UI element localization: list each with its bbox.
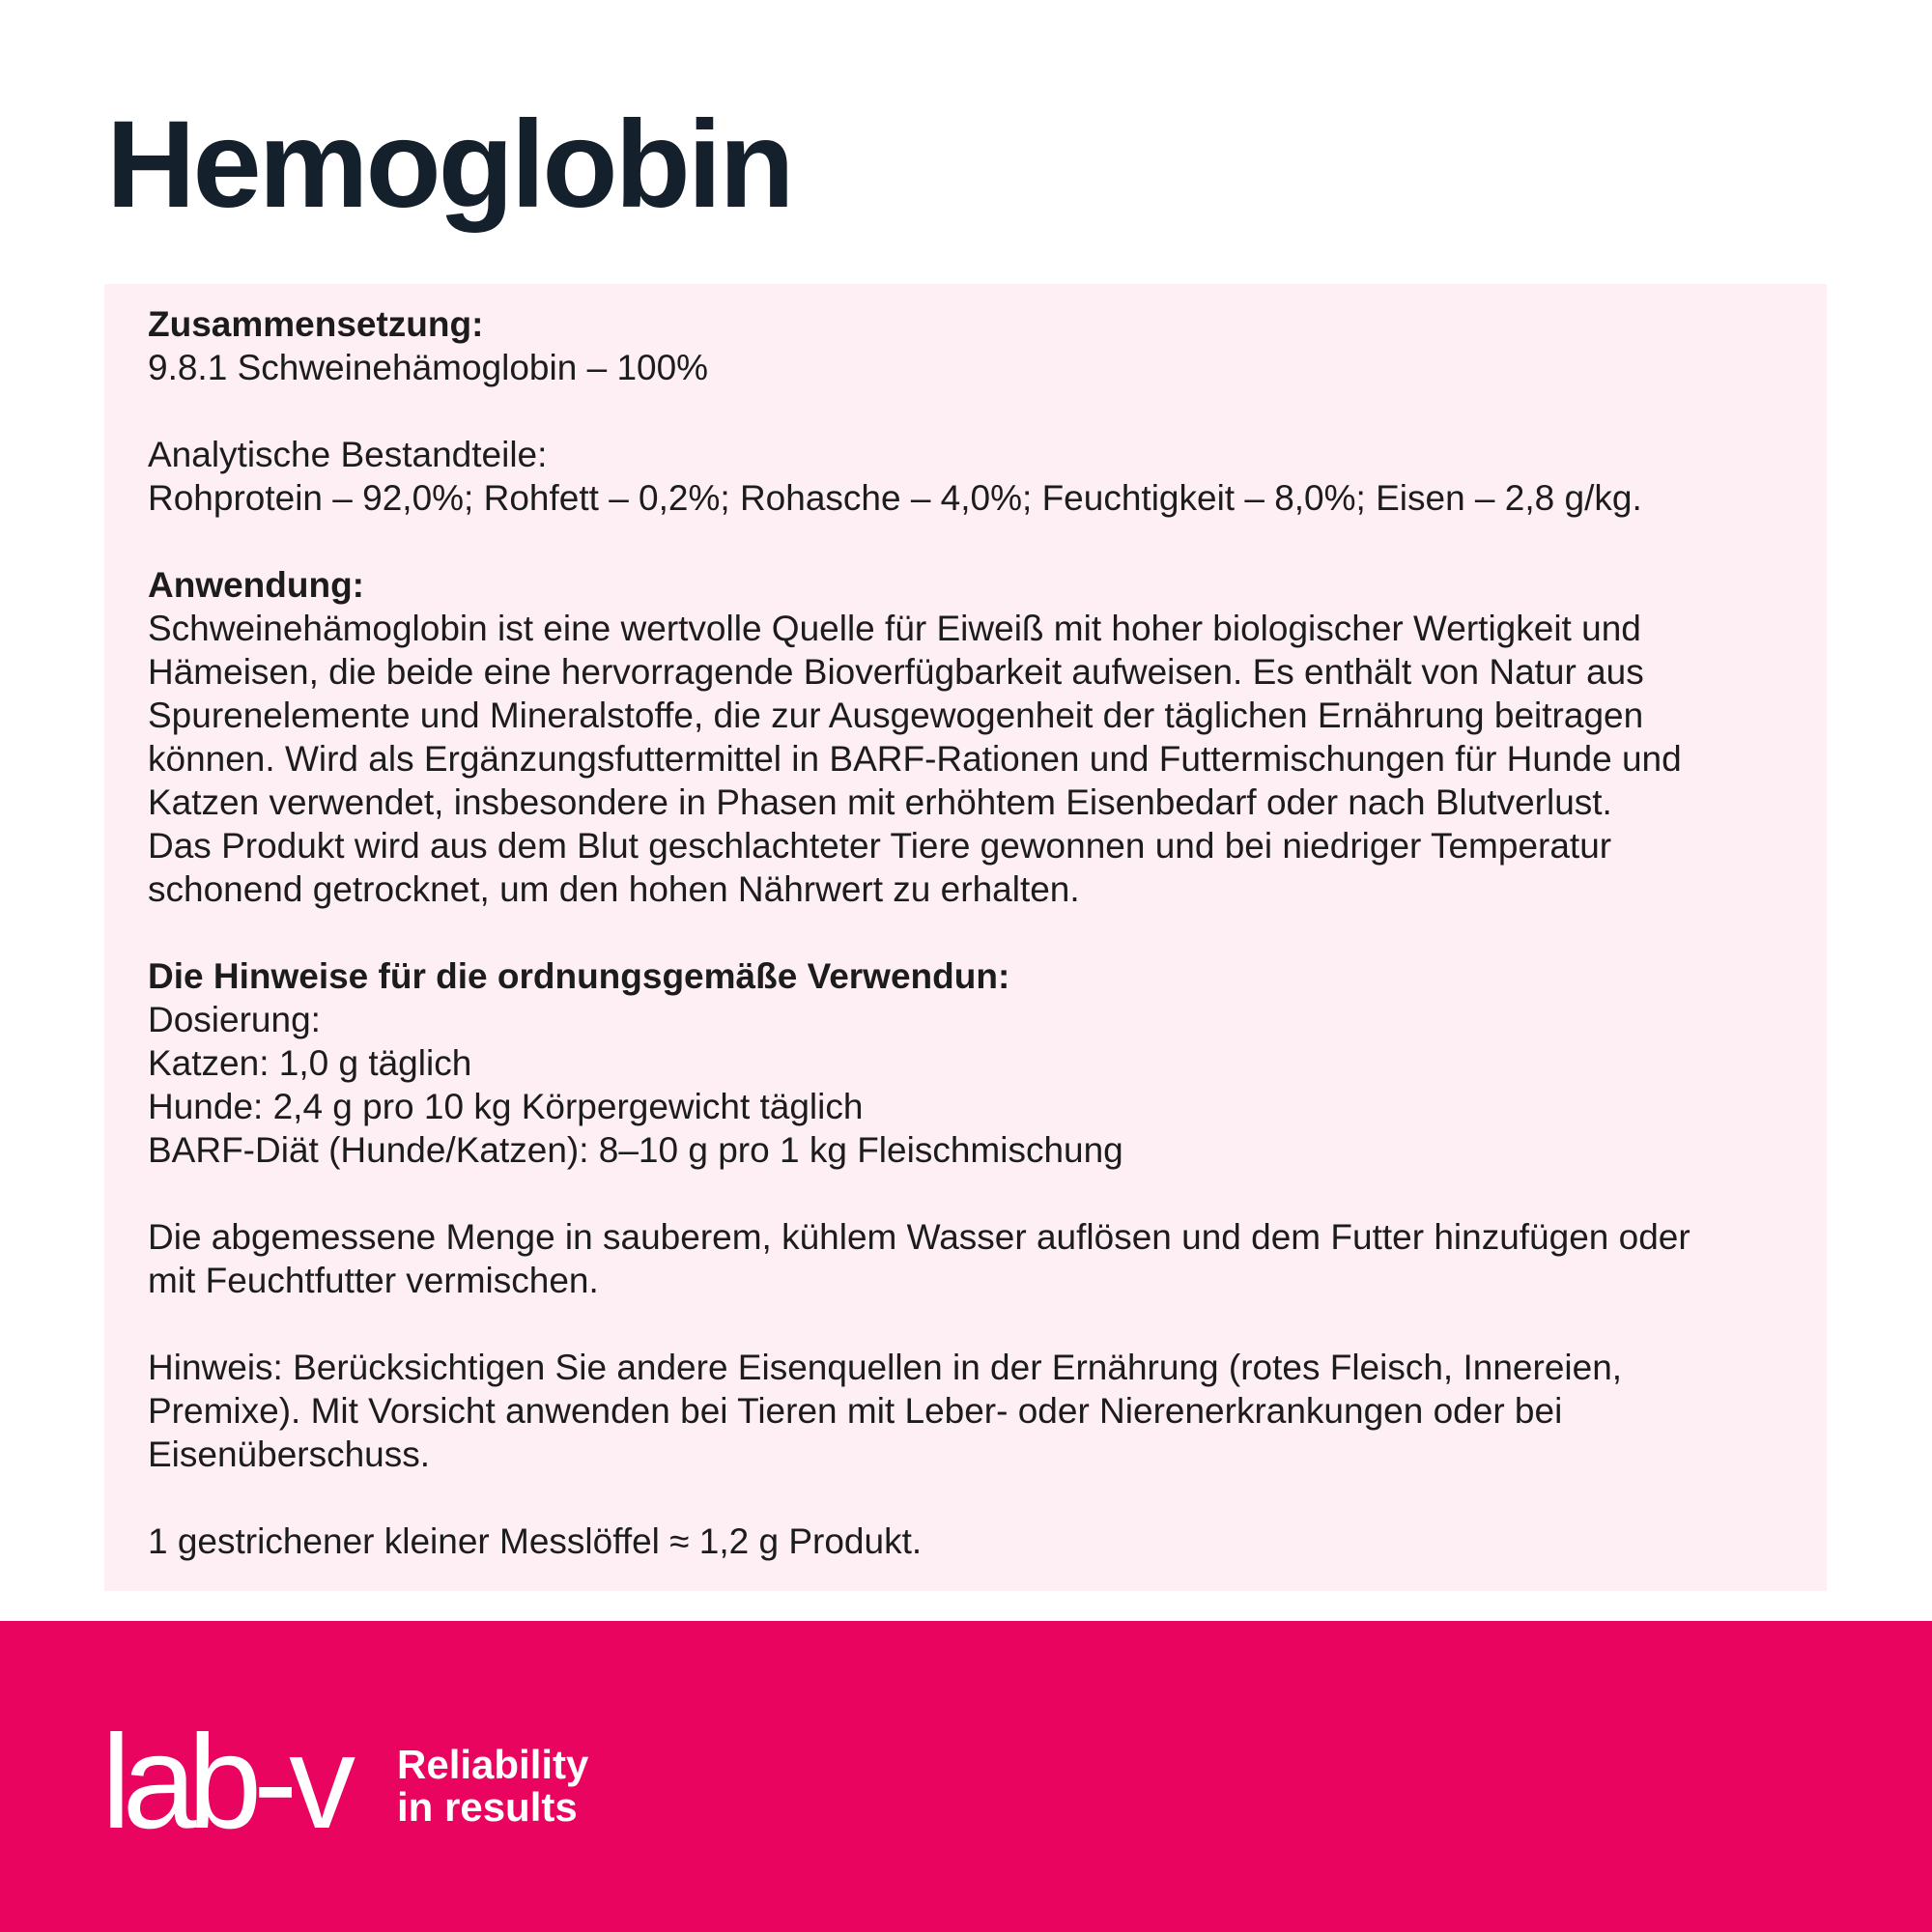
analytics-value: Rohprotein – 92,0%; Rohfett – 0,2%; Rohasche – 4,0%; Feuchtigkeit – 8,0%; Eisen – 2,8 g/kg. [148, 478, 1642, 518]
preparation-line: Die abgemessene Menge in sauberem, kühlem Wasser auflösen und dem Futter hinzufügen oder [148, 1217, 1690, 1257]
application-text-line: Katzen verwendet, insbesondere in Phasen mit erhöhtem Eisenbedarf oder nach Blutverlust. [148, 782, 1612, 822]
composition-value: 9.8.1 Schweinehämoglobin – 100% [148, 348, 709, 387]
spacer [148, 389, 1809, 433]
application-text-line: schonend getrocknet, um den hohen Nährwert zu erhalten. [148, 869, 1080, 909]
application-text-line: können. Wird als Ergänzungsfuttermittel in BARF-Rationen und Futtermischungen für Hunde und [148, 739, 1682, 779]
dosage-item: Hunde: 2,4 g pro 10 kg Körpergewicht täglich [148, 1087, 864, 1126]
note-line: Premixe). Mit Vorsicht anwenden bei Tieren mit Leber- oder Nierenerkrankungen oder bei [148, 1391, 1563, 1431]
application-text-line: Hämeisen, die beide eine hervorragende Bioverfügbarkeit aufweisen. Es enthält von Natur aus [148, 652, 1644, 692]
application-text-line: Schweinehämoglobin ist eine wertvolle Quelle für Eiweiß mit hoher biologischer Wertigkeit und [148, 609, 1641, 648]
note-line: Hinweis: Berücksichtigen Sie andere Eisenquellen in der Ernährung (rotes Fleisch, Innereien, [148, 1348, 1623, 1387]
info-content [148, 302, 1809, 1563]
scoop-note: 1 gestrichener kleiner Messlöffel ≈ 1,2 g Produkt. [148, 1521, 923, 1561]
lab-v-logo: lab-v [101, 1708, 348, 1857]
dosage-item: Katzen: 1,0 g täglich [148, 1043, 472, 1083]
spacer [148, 911, 1809, 954]
spacer [148, 1302, 1809, 1346]
brand-tagline [397, 1744, 588, 1829]
tagline-line-1: Reliability [397, 1742, 589, 1787]
application-text-line: Spurenelemente und Mineralstoffe, die zur Ausgewogenheit der täglichen Ernährung beitragen [148, 696, 1644, 735]
preparation-line: mit Feuchtfutter vermischen. [148, 1261, 599, 1300]
spacer [148, 1172, 1809, 1215]
application-text-line: Das Produkt wird aus dem Blut geschlachteter Tiere gewonnen und bei niedriger Temperatur [148, 826, 1612, 866]
spacer [148, 1476, 1809, 1520]
composition-heading: Zusammensetzung: [148, 304, 484, 344]
dosage-label: Dosierung: [148, 1000, 321, 1039]
tagline-line-2: in results [397, 1784, 578, 1830]
application-heading: Anwendung: [148, 565, 365, 605]
spacer [148, 520, 1809, 563]
analytics-heading: Analytische Bestandteile: [148, 435, 548, 474]
dosage-item: BARF-Diät (Hunde/Katzen): 8–10 g pro 1 kg Fleischmischung [148, 1130, 1123, 1170]
page-title: Hemoglobin [106, 96, 792, 234]
usage-heading: Die Hinweise für die ordnungsgemäße Verwendun: [148, 956, 1010, 996]
note-line: Eisenüberschuss. [148, 1435, 431, 1474]
